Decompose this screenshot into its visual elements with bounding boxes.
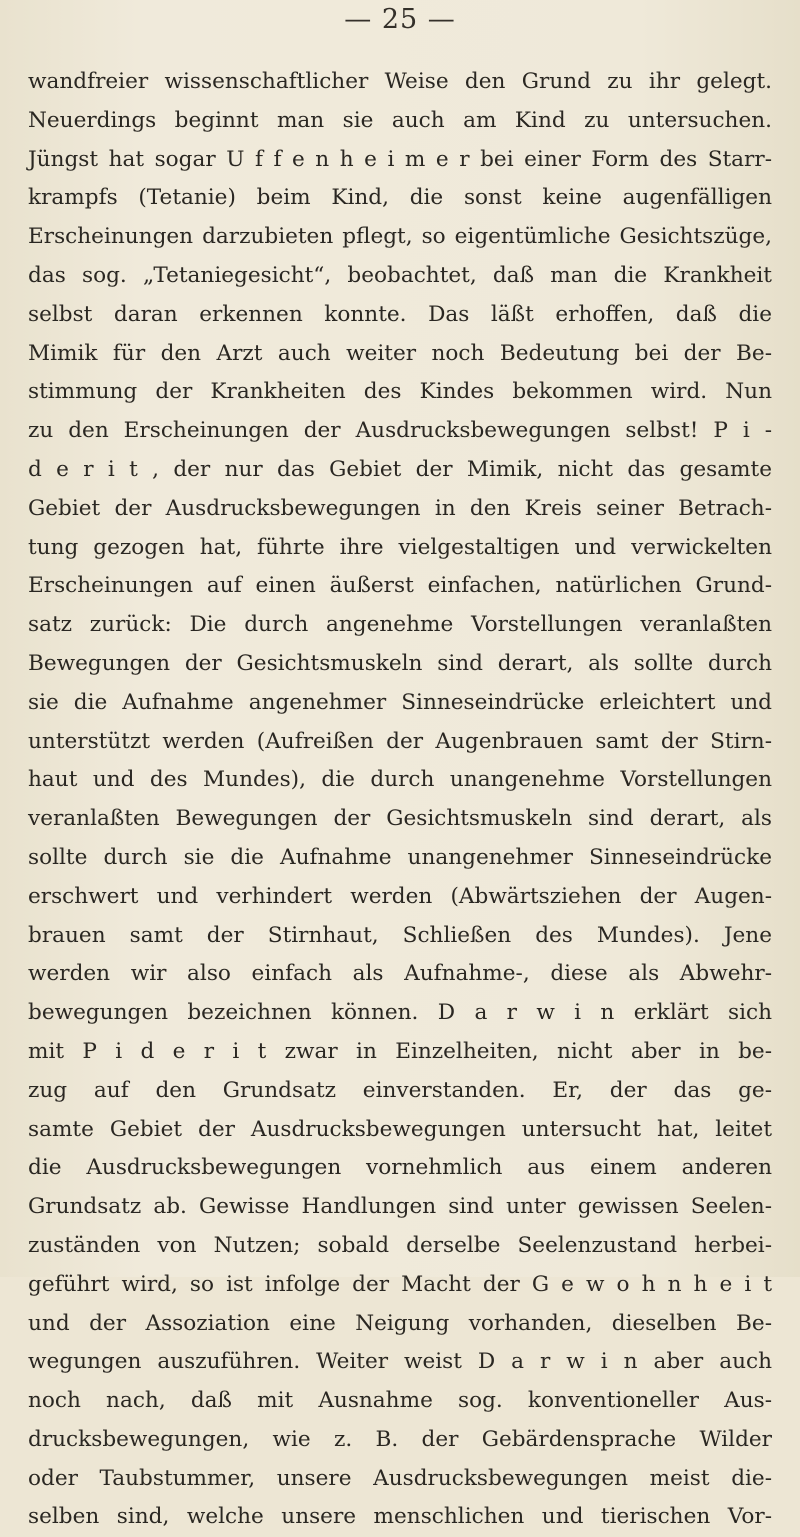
text-line: Grundsatz ab. Gewisse Handlungen sind unter gewissen Seelen- xyxy=(28,1194,772,1220)
text-line: tung gezogen hat, führte ihre vielgestaltigen und verwickelten xyxy=(28,534,772,560)
text-line: drucksbewegungen, wie z. B. der Gebärdensprache Wilder xyxy=(28,1426,772,1452)
text-line: geführt wird, so ist infolge der Macht der G e w o h n h e i t xyxy=(28,1271,772,1297)
text-line: mit P i d e r i t zwar in Einzelheiten, nicht aber in be- xyxy=(28,1038,772,1064)
text-line: wegungen auszuführen. Weiter weist D a r w i n aber auch xyxy=(28,1349,772,1375)
text-line: noch nach, daß mit Ausnahme sog. konventioneller Aus- xyxy=(28,1388,772,1414)
text-line: bewegungen bezeichnen können. D a r w i n erklärt sich xyxy=(28,1000,772,1026)
text-line: Erscheinungen auf einen äußerst einfachen, natürlichen Grund- xyxy=(28,573,772,599)
text-line: Bewegungen der Gesichtsmuskeln sind derart, als sollte durch xyxy=(28,650,772,676)
text-line: Mimik für den Arzt auch weiter noch Bedeutung bei der Be- xyxy=(28,340,772,366)
body-text xyxy=(28,63,772,1537)
text-line: Jüngst hat sogar U f f e n h e i m e r bei einer Form des Starr- xyxy=(28,146,772,172)
text-line: stimmung der Krankheiten des Kindes bekommen wird. Nun xyxy=(28,379,772,405)
text-line: zug auf den Grundsatz einverstanden. Er, der das ge- xyxy=(28,1077,772,1103)
text-line: Gebiet der Ausdrucksbewegungen in den Kreis seiner Betrach- xyxy=(28,495,772,521)
text-line: zu den Erscheinungen der Ausdrucksbewegungen selbst! P i - xyxy=(28,418,772,444)
text-line: samte Gebiet der Ausdrucksbewegungen untersucht hat, leitet xyxy=(28,1116,772,1142)
text-line: werden wir also einfach als Aufnahme-, diese als Abwehr- xyxy=(28,961,772,987)
text-line: krampfs (Tetanie) beim Kind, die sonst keine augenfälligen xyxy=(28,185,772,211)
text-line: selben sind, welche unsere menschlichen und tierischen Vor- xyxy=(28,1504,772,1530)
text-line: und der Assoziation eine Neigung vorhanden, dieselben Be- xyxy=(28,1310,772,1336)
text-line: das sog. „Tetaniegesicht“, beobachtet, daß man die Krankheit xyxy=(28,262,772,288)
text-line: Erscheinungen darzubieten pflegt, so eigentümliche Gesichtszüge, xyxy=(28,224,772,250)
text-line: satz zurück: Die durch angenehme Vorstellungen veranlaßten xyxy=(28,612,772,638)
text-line: erschwert und verhindert werden (Abwärtsziehen der Augen- xyxy=(28,883,772,909)
text-line: brauen samt der Stirnhaut, Schließen des Mundes). Jene xyxy=(28,922,772,948)
text-line: sollte durch sie die Aufnahme unangenehmer Sinneseindrücke xyxy=(28,844,772,870)
text-line: unterstützt werden (Aufreißen der Augenbrauen samt der Stirn- xyxy=(28,728,772,754)
text-line: veranlaßten Bewegungen der Gesichtsmuskeln sind derart, als xyxy=(28,806,772,832)
text-line: d e r i t , der nur das Gebiet der Mimik, nicht das gesamte xyxy=(28,456,772,482)
text-line: Neuerdings beginnt man sie auch am Kind zu untersuchen. xyxy=(28,107,772,133)
text-line: selbst daran erkennen konnte. Das läßt erhoffen, daß die xyxy=(28,301,772,327)
text-line: haut und des Mundes), die durch unangenehme Vorstellungen xyxy=(28,767,772,793)
page-number: — 25 — xyxy=(344,4,456,35)
text-line: zuständen von Nutzen; sobald derselbe Seelenzustand herbei- xyxy=(28,1232,772,1258)
text-line: oder Taubstummer, unsere Ausdrucksbewegungen meist die- xyxy=(28,1465,772,1491)
text-line: die Ausdrucksbewegungen vornehmlich aus einem anderen xyxy=(28,1155,772,1181)
text-line: sie die Aufnahme angenehmer Sinneseindrücke erleichtert und xyxy=(28,689,772,715)
text-line: wandfreier wissenschaftlicher Weise den Grund zu ihr gelegt. xyxy=(28,69,772,94)
